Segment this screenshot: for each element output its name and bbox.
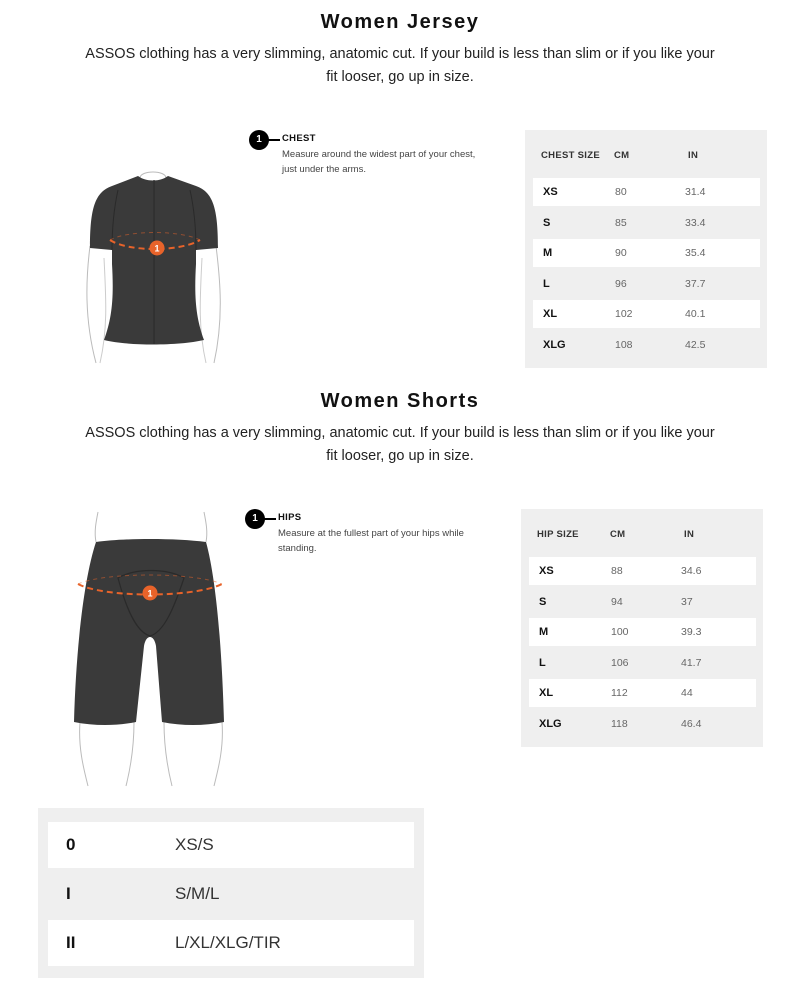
chest-marker-line [268, 139, 280, 141]
chest-label: CHEST [282, 133, 316, 144]
jersey-illustration [68, 168, 238, 368]
category-code: II [66, 933, 76, 952]
chest-description-line-2: just under the arms. [282, 164, 366, 175]
category-sizes: XS/S [175, 835, 214, 854]
chest-description [282, 147, 475, 177]
in-cell: 35.4 [685, 247, 706, 259]
in-cell: 33.4 [685, 217, 706, 229]
size-cell: S [543, 217, 551, 229]
hips-marker-line [264, 518, 276, 520]
in-cell: 46.4 [681, 718, 702, 730]
cm-cell: 108 [615, 339, 633, 351]
table-row [529, 618, 756, 646]
category-code: I [66, 884, 71, 903]
table-row [48, 871, 414, 917]
in-cell: 40.1 [685, 308, 706, 320]
shorts-col-in: IN [684, 529, 695, 540]
in-cell: 44 [681, 687, 693, 699]
shorts-intro-line-2: fit looser, go up in size. [326, 448, 474, 464]
table-row [48, 920, 414, 966]
size-cell: M [543, 247, 553, 259]
jersey-col-size: CHEST SIZE [541, 150, 600, 161]
in-cell: 39.3 [681, 626, 702, 638]
jersey-col-in: IN [688, 150, 699, 161]
table-row [533, 270, 760, 298]
table-row [529, 557, 756, 585]
table-row [533, 300, 760, 328]
category-sizes: L/XL/XLG/TIR [175, 933, 281, 952]
table-row [529, 710, 756, 738]
cm-cell: 80 [615, 186, 627, 198]
jersey-title: Women Jersey [320, 11, 480, 33]
size-cell: XLG [543, 339, 566, 351]
cm-cell: 94 [611, 596, 623, 608]
hips-description-line-2: standing. [278, 543, 317, 554]
shorts-title: Women Shorts [320, 390, 480, 412]
hips-description-line-1: Measure at the fullest part of your hips while [278, 528, 464, 539]
jersey-col-cm: CM [614, 150, 630, 161]
cm-cell: 90 [615, 247, 627, 259]
jersey-intro [0, 43, 800, 89]
hips-marker: 1 [245, 509, 265, 529]
shorts-size-table [521, 509, 763, 747]
cm-cell: 96 [615, 278, 627, 290]
in-cell: 37.7 [685, 278, 706, 290]
in-cell: 34.6 [681, 565, 702, 577]
chest-description-line-1: Measure around the widest part of your chest, [282, 149, 476, 160]
size-cell: XL [539, 687, 554, 699]
size-cell: L [539, 657, 546, 669]
table-row [529, 649, 756, 677]
table-row [48, 822, 414, 868]
table-row [533, 178, 760, 206]
svg-text:1: 1 [154, 243, 160, 254]
jersey-size-table [525, 130, 767, 368]
table-row [533, 209, 760, 237]
category-size-table [38, 808, 424, 978]
cm-cell: 112 [611, 687, 628, 699]
in-cell: 37 [681, 596, 693, 608]
shorts-intro-line-1: ASSOS clothing has a very slimming, anatomic cut. If your build is less than slim or if you like your [85, 425, 715, 441]
cm-cell: 85 [615, 217, 627, 229]
shorts-col-size: HIP SIZE [537, 529, 579, 540]
cm-cell: 102 [615, 308, 633, 320]
table-row [529, 588, 756, 616]
cm-cell: 118 [611, 718, 628, 730]
table-row [533, 239, 760, 267]
size-cell: XL [543, 308, 558, 320]
size-cell: L [543, 278, 550, 290]
size-cell: S [539, 596, 547, 608]
shorts-intro [0, 422, 800, 468]
shorts-illustration [64, 508, 234, 788]
size-cell: XLG [539, 718, 562, 730]
size-cell: XS [539, 565, 554, 577]
in-cell: 31.4 [685, 186, 706, 198]
cm-cell: 106 [611, 657, 629, 669]
hips-label: HIPS [278, 512, 302, 523]
size-cell: XS [543, 186, 558, 198]
table-row [533, 331, 760, 359]
size-cell: M [539, 626, 549, 638]
jersey-intro-line-1: ASSOS clothing has a very slimming, anatomic cut. If your build is less than slim or if you like your [85, 46, 715, 62]
category-code: 0 [66, 835, 76, 854]
shorts-col-cm: CM [610, 529, 626, 540]
svg-text:1: 1 [147, 588, 153, 599]
jersey-intro-line-2: fit looser, go up in size. [326, 69, 474, 85]
category-sizes: S/M/L [175, 884, 220, 903]
hips-description [278, 526, 464, 556]
in-cell: 42.5 [685, 339, 706, 351]
cm-cell: 88 [611, 565, 623, 577]
cm-cell: 100 [611, 626, 629, 638]
chest-marker: 1 [249, 130, 269, 150]
in-cell: 41.7 [681, 657, 702, 669]
table-row [529, 679, 756, 707]
